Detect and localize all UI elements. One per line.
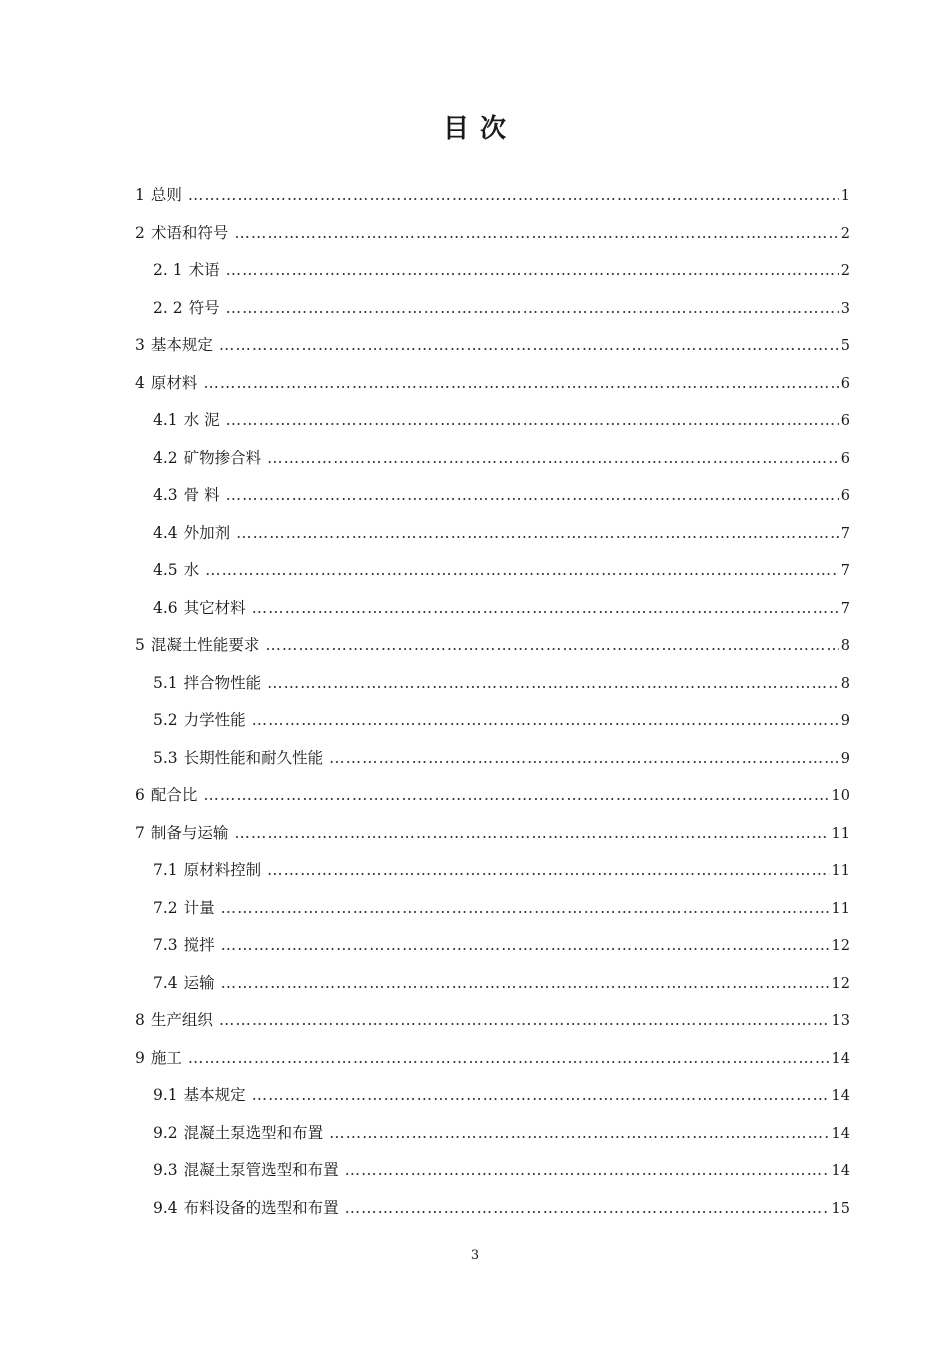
toc-entry[interactable] (135, 177, 850, 215)
toc-entry-page: 6 (840, 450, 850, 467)
toc-dot-leader (236, 515, 839, 553)
toc-dot-leader (203, 777, 829, 815)
toc-entry-number: 4 (135, 373, 145, 392)
toc-entry[interactable] (135, 1115, 850, 1153)
toc-dot-leader (203, 365, 838, 403)
toc-entry-page: 8 (840, 638, 850, 654)
toc-entry-number: 9.2 (153, 1123, 178, 1142)
toc-entry-number: 7.2 (153, 898, 178, 917)
toc-dot-leader (205, 552, 839, 590)
toc-entry-title: 混凝土泵管选型和布置 (183, 1161, 339, 1179)
toc-entry[interactable] (135, 440, 850, 478)
toc-entry-number: 4.1 (153, 411, 178, 429)
toc-entry[interactable] (135, 1077, 850, 1115)
toc-entry-number: 3 (135, 336, 145, 354)
toc-dot-leader (188, 1040, 830, 1078)
toc-entry[interactable] (135, 1190, 850, 1228)
toc-entry-page: 14 (831, 1163, 850, 1179)
toc-entry-page: 3 (840, 300, 850, 317)
toc-dot-leader (226, 477, 839, 515)
toc-entry-title: 外加剂 (183, 523, 231, 542)
toc-entry-page: 9 (840, 750, 850, 767)
toc-entry-title: 生产组织 (150, 1011, 213, 1029)
toc-entry-title: 原材料 (150, 373, 198, 392)
toc-dot-leader (345, 1190, 830, 1228)
toc-entry-title: 运输 (183, 973, 215, 992)
toc-entry-number: 7.3 (153, 936, 178, 954)
toc-entry-page: 12 (831, 975, 850, 992)
toc-entry-number: 4.3 (153, 486, 178, 504)
toc-entry-number: 4.2 (153, 448, 178, 467)
toc-dot-leader (219, 327, 839, 365)
toc-dot-leader (221, 965, 830, 1003)
toc-entry[interactable] (135, 1152, 850, 1190)
toc-entry-page: 10 (831, 788, 850, 804)
toc-entry[interactable] (135, 515, 850, 553)
toc-entry-title: 制备与运输 (150, 823, 229, 842)
toc-dot-leader (329, 740, 839, 778)
toc-entry[interactable] (135, 702, 850, 740)
toc-entry-number: 1 (135, 186, 145, 204)
toc-entry-page: 11 (831, 863, 850, 879)
toc-dot-leader (234, 815, 829, 853)
toc-entry-number: 7.4 (153, 973, 178, 992)
toc-dot-leader (267, 665, 839, 703)
toc-entry-title: 原材料控制 (183, 861, 262, 879)
toc-entry[interactable] (135, 402, 850, 440)
toc-entry-number: 5.1 (153, 673, 178, 692)
toc-dot-leader (252, 590, 839, 628)
toc-entry-page: 2 (840, 263, 850, 279)
toc-entry-title: 配合比 (150, 786, 198, 804)
toc-entry-number: 4.4 (153, 523, 178, 542)
toc-dot-leader (188, 177, 839, 215)
toc-entry-number: 4.6 (153, 598, 178, 617)
toc-dot-leader (226, 290, 839, 328)
toc-entry-title: 搅拌 (183, 936, 215, 954)
toc-entry-title: 水 泥 (183, 411, 220, 429)
toc-dot-leader (265, 627, 838, 665)
toc-entry[interactable] (135, 965, 850, 1003)
toc-entry-page: 7 (840, 600, 850, 617)
page-title: 目 次 (442, 114, 508, 144)
toc-entry-page: 1 (840, 188, 850, 204)
toc-entry-page: 9 (840, 713, 850, 729)
toc-entry-title: 施工 (150, 1048, 182, 1067)
toc-entry-number: 5.3 (153, 748, 178, 767)
toc-entry-number: 5 (135, 636, 145, 654)
toc-entry-title: 拌合物性能 (183, 673, 262, 692)
toc-entry-title: 符号 (188, 298, 220, 317)
toc-entry-title: 总则 (150, 186, 182, 204)
toc-entry[interactable] (135, 290, 850, 328)
toc-entry-title: 基本规定 (150, 336, 213, 354)
toc-entry-number: 2 (135, 223, 145, 242)
toc-entry[interactable] (135, 590, 850, 628)
toc-entry-title: 骨 料 (183, 486, 220, 504)
toc-entry-title: 长期性能和耐久性能 (183, 748, 324, 767)
toc-entry-number: 9.1 (153, 1086, 178, 1104)
toc-entry-number: 6 (135, 786, 145, 804)
toc-entry-title: 水 (183, 561, 200, 579)
toc-entry[interactable] (135, 477, 850, 515)
toc-entry-title: 混凝土泵选型和布置 (183, 1123, 324, 1142)
toc-dot-leader (252, 702, 839, 740)
toc-dot-leader (226, 252, 839, 290)
toc-entry[interactable] (135, 890, 850, 928)
toc-entry-number: 7 (135, 823, 145, 842)
toc-entry-page: 6 (840, 375, 850, 392)
toc-entry[interactable] (135, 1040, 850, 1078)
toc-dot-leader (345, 1152, 830, 1190)
toc-dot-leader (221, 927, 830, 965)
toc-entry-page: 5 (840, 338, 850, 354)
toc-entry-number: 9.3 (153, 1161, 178, 1179)
toc-entry[interactable] (135, 815, 850, 853)
toc-entry-page: 13 (831, 1013, 850, 1029)
toc-entry[interactable] (135, 552, 850, 590)
toc-entry[interactable] (135, 927, 850, 965)
toc-entry[interactable] (135, 627, 850, 665)
toc-entry-page: 6 (840, 488, 850, 504)
toc-entry-number: 8 (135, 1011, 145, 1029)
toc-entry-page: 8 (840, 675, 850, 692)
toc-entry-title: 计量 (183, 898, 215, 917)
toc-entry-page: 2 (840, 225, 850, 242)
toc-entry-page: 12 (831, 938, 850, 954)
toc-entry-title: 术语和符号 (150, 223, 229, 242)
toc-entry[interactable] (135, 777, 850, 815)
toc-entry-number: 9 (135, 1048, 145, 1067)
toc-entry-page: 11 (831, 825, 850, 842)
toc-dot-leader (219, 1002, 830, 1040)
toc-dot-leader (252, 1077, 830, 1115)
toc-entry[interactable] (135, 1002, 850, 1040)
toc-entry-title: 术语 (188, 261, 220, 279)
toc-entry-number: 7.1 (153, 861, 178, 879)
toc-entry-number: 2. 1 (153, 261, 183, 279)
toc-entry-page: 7 (840, 563, 850, 579)
toc-entry[interactable] (135, 665, 850, 703)
toc-entry-title: 基本规定 (183, 1086, 246, 1104)
toc-entry-number: 9.4 (153, 1198, 178, 1217)
toc-dot-leader (267, 440, 839, 478)
toc-entry-page: 7 (840, 525, 850, 542)
toc-entry[interactable] (135, 252, 850, 290)
toc-entry-title: 其它材料 (183, 598, 246, 617)
toc-entry[interactable] (135, 852, 850, 890)
toc-entry-number: 5.2 (153, 711, 178, 729)
page-number: 3 (470, 1248, 480, 1263)
toc-dot-leader (267, 852, 829, 890)
toc-entry-number: 4.5 (153, 561, 178, 579)
toc-entry[interactable] (135, 327, 850, 365)
toc-entry-page: 15 (831, 1200, 850, 1217)
toc-dot-leader (226, 402, 839, 440)
toc-entry-page: 6 (840, 413, 850, 429)
toc-dot-leader (234, 215, 838, 253)
toc-dot-leader (329, 1115, 829, 1153)
toc-dot-leader (221, 890, 830, 928)
toc-entry-title: 布料设备的选型和布置 (183, 1198, 339, 1217)
toc-entry-number: 2. 2 (153, 298, 183, 317)
toc-entry-title: 力学性能 (183, 711, 246, 729)
toc-entry-page: 14 (831, 1050, 850, 1067)
toc-entry-title: 矿物掺合料 (183, 448, 262, 467)
table-of-contents (135, 177, 850, 1227)
toc-entry-page: 14 (831, 1088, 850, 1104)
toc-entry-page: 14 (831, 1125, 850, 1142)
toc-entry-title: 混凝土性能要求 (150, 636, 260, 654)
toc-entry[interactable] (135, 215, 850, 253)
toc-entry[interactable] (135, 365, 850, 403)
toc-entry[interactable] (135, 740, 850, 778)
toc-entry-page: 11 (831, 900, 850, 917)
